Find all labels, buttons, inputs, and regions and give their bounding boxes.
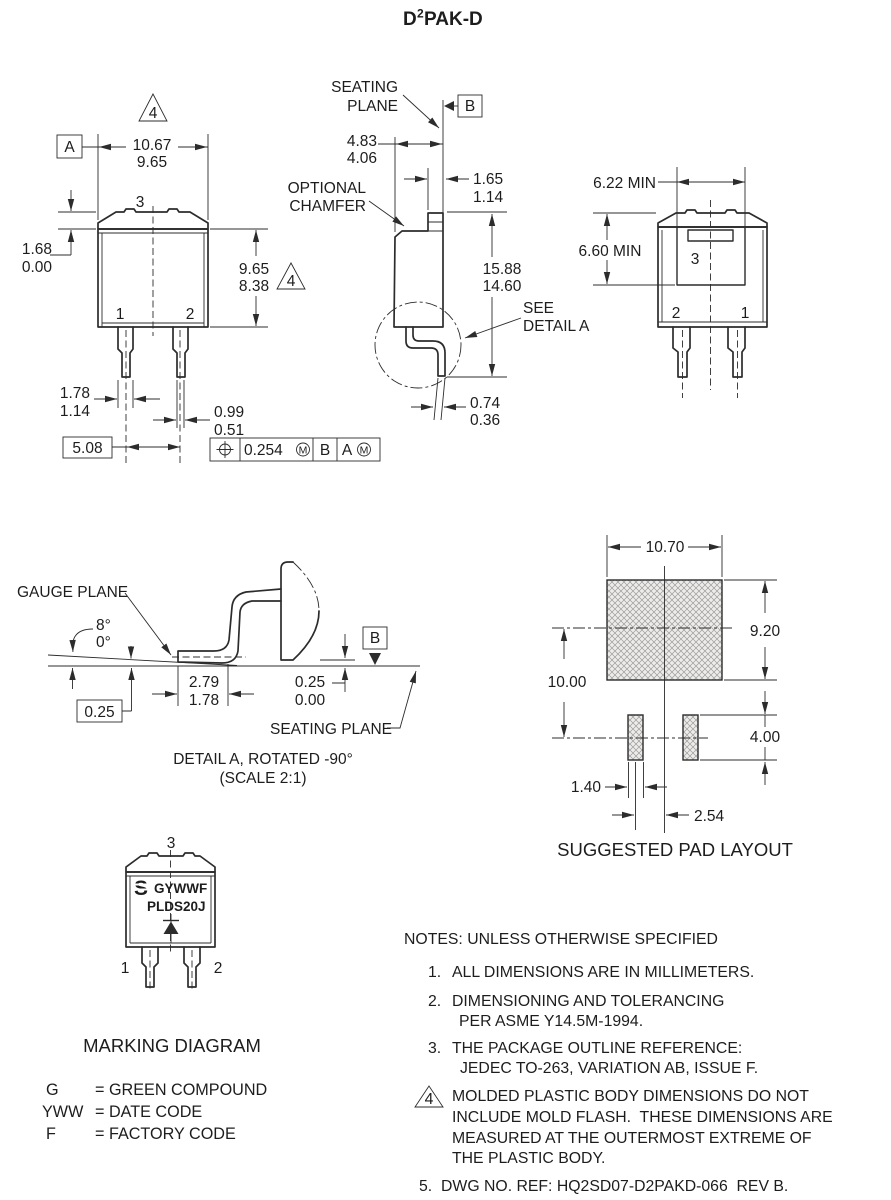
pad-small-left [628,715,643,760]
detail-a-circle [375,302,461,388]
dim-tab-width-max: 1.65 [473,171,504,188]
see-detail-label-1: SEE [523,300,555,317]
marking-pin2-label: 2 [213,960,223,977]
note4-number: 4 [424,1091,434,1108]
feature-control-frame [210,438,380,461]
dim-foot-min: 1.78 [188,692,220,709]
dim-pad-span: 10.00 [547,674,587,691]
dim-standoff-min: 0.00 [294,692,326,709]
dim-leadw-max: 1.78 [59,385,90,402]
angle-max: 8° [96,617,111,634]
position-symbol-icon [217,441,234,458]
fcf-datum-b: B [319,442,331,459]
front-pin3-label: 3 [135,194,145,211]
brand-logo-icon [131,877,151,900]
seating-plane-leader [403,95,439,128]
note4-text-line4: THE PLASTIC BODY. [452,1150,606,1167]
title-suffix: PAK-D [424,9,483,30]
front-pin1-label: 1 [115,306,125,323]
back-body-cap [658,210,767,227]
dim-tipw-max: 0.99 [214,404,245,421]
datum-b-flag [444,95,482,117]
detail-datum-b-flag [363,627,387,665]
dim-standoff-max: 0.25 [294,674,326,691]
detail-a-view [17,562,420,787]
marking-diagram-title: MARKING DIAGRAM [83,1035,261,1056]
detail-caption-1: DETAIL A, ROTATED -90° [173,751,353,768]
dim-width-min: 9.65 [136,154,168,171]
marking-pin3-label: 3 [166,835,176,852]
optional-chamfer-label-2: CHAMFER [289,198,366,215]
dim-tipw-min: 0.51 [214,422,245,439]
drawing-title [403,7,483,31]
gauge-plane-label: GAUGE PLANE [17,584,129,601]
note4-text-line1: MOLDED PLASTIC BODY DIMENSIONS DO NOT [452,1088,809,1105]
title-prefix: D [403,9,417,30]
front-view [22,94,380,464]
datum-b-label: B [464,98,476,115]
dim-body-min: 4.06 [346,150,377,167]
note2-text-line1: DIMENSIONING AND TOLERANCING [452,993,725,1010]
fcf-tolerance: 0.254 [244,442,283,459]
angle-min: 0° [96,634,111,651]
dim-pad-width: 10.70 [645,539,685,556]
note4-text-line3: MEASURED AT THE OUTERMOST EXTREME OF [452,1130,812,1147]
seating-plane-label-2: PLANE [347,98,398,115]
marking-diagram [42,835,267,1143]
legend-value: = DATE CODE [95,1103,203,1121]
marking-pin1-label: 1 [120,960,130,977]
flag-note4-label: 4 [148,105,158,122]
side-view [288,79,590,429]
marking-code-line1: GYWWF [154,881,208,896]
note1-number: 1. [428,964,442,981]
logo-stripe [131,884,151,886]
fcf-modifier-2: M [359,444,369,457]
side-body [394,213,443,327]
basic-dim: 0.25 [84,704,115,721]
dim-pad-height: 9.20 [749,623,781,640]
back-pin1-shape [728,327,745,377]
front-centerlines [126,206,180,464]
dim-tab-height-min: 6.60 MIN [578,243,642,260]
note2-number: 2. [428,993,442,1010]
back-recess [677,228,745,285]
pad-layout-view [548,535,793,860]
dim-tab-max: 1.68 [21,241,52,258]
front-pin1 [118,327,133,377]
dim-length-max: 15.88 [482,261,522,278]
dim-leadt-min: 0.36 [470,412,501,429]
datum-a-label: A [64,139,75,156]
dim-body-max: 4.83 [346,133,377,150]
detail-seating-leader [387,671,416,728]
dim-small-pad-height: 4.00 [749,729,781,746]
dim-leadt-max: 0.74 [470,395,501,412]
see-detail-label-2: DETAIL A [523,318,590,335]
notes-header: NOTES: UNLESS OTHERWISE SPECIFIED [404,931,718,948]
legend-value: = FACTORY CODE [95,1125,236,1143]
fcf-datum-a: A [341,442,353,459]
see-detail-leader [465,318,521,338]
pad-small-right [683,715,698,760]
note3-text-line2: JEDEC TO-263, VARIATION AB, ISSUE F. [460,1060,759,1077]
dim-height-min: 8.38 [238,278,270,295]
notes-block [404,931,833,1195]
title-superscript: 2 [417,6,424,21]
chamfer-leader [369,201,404,226]
marking-code-line2: PLDS20J [147,899,206,914]
legend-key: F [46,1125,56,1143]
detail-datum-b-label: B [369,630,381,647]
note1-text: ALL DIMENSIONS ARE IN MILLIMETERS. [452,964,755,981]
dim-small-pad-width: 1.40 [570,779,601,796]
back-pin3-label: 3 [690,251,700,268]
dim-pitch: 5.08 [72,440,103,457]
flag-note4-right-label: 4 [286,273,296,290]
dim-tab-width-min: 1.14 [473,189,504,206]
back-pin1-label: 1 [740,305,750,322]
detail-body-outline [281,562,319,660]
detail-lead-outline [178,589,281,663]
side-tab-lines [428,222,443,231]
note2-text-line2: PER ASME Y14.5M-1994. [459,1013,644,1030]
seating-plane-label-1: SEATING [331,79,398,96]
note5-number: 5. [419,1178,433,1195]
back-pin2-shape [673,327,690,377]
marking-legend [42,1081,267,1143]
dim-tab-width-min: 6.22 MIN [593,175,656,192]
legend-key: G [46,1081,59,1099]
dim-height-max: 9.65 [238,261,270,278]
gauge-plane-leader [125,593,171,655]
back-pin2-label: 2 [671,305,681,322]
dim-foot-max: 2.79 [188,674,220,691]
back-view [579,167,767,398]
side-lead [406,327,445,376]
detail-body-break-line [293,562,319,611]
dim-tab-min: 0.00 [21,259,52,276]
dim-length-min: 14.60 [482,278,522,295]
legend-value: = GREEN COMPOUND [95,1081,268,1099]
dim-leadw-min: 1.14 [59,403,90,420]
detail-seating-plane-label: SEATING PLANE [270,721,393,738]
front-pin2-label: 2 [185,306,195,323]
pad-layout-title: SUGGESTED PAD LAYOUT [557,839,793,860]
dim-width-max: 10.67 [132,137,172,154]
note3-text-line1: THE PACKAGE OUTLINE REFERENCE: [452,1040,743,1057]
front-pin2 [173,327,188,377]
diode-symbol-icon [163,914,179,943]
detail-caption-2: (SCALE 2:1) [219,770,307,787]
marking-pin-centerlines [150,950,192,992]
note5-text: DWG NO. REF: HQ2SD07-D2PAKD-066 REV B. [441,1178,789,1195]
dim-pad-offset: 2.54 [694,808,725,825]
note3-number: 3. [428,1040,442,1057]
optional-chamfer-label-1: OPTIONAL [287,180,366,197]
note4-text-line2: INCLUDE MOLD FLASH. THESE DIMENSIONS ARE [452,1109,833,1126]
fcf-modifier-1: M [298,444,308,457]
legend-key: YWW [42,1103,84,1121]
logo-stripe [131,889,151,891]
